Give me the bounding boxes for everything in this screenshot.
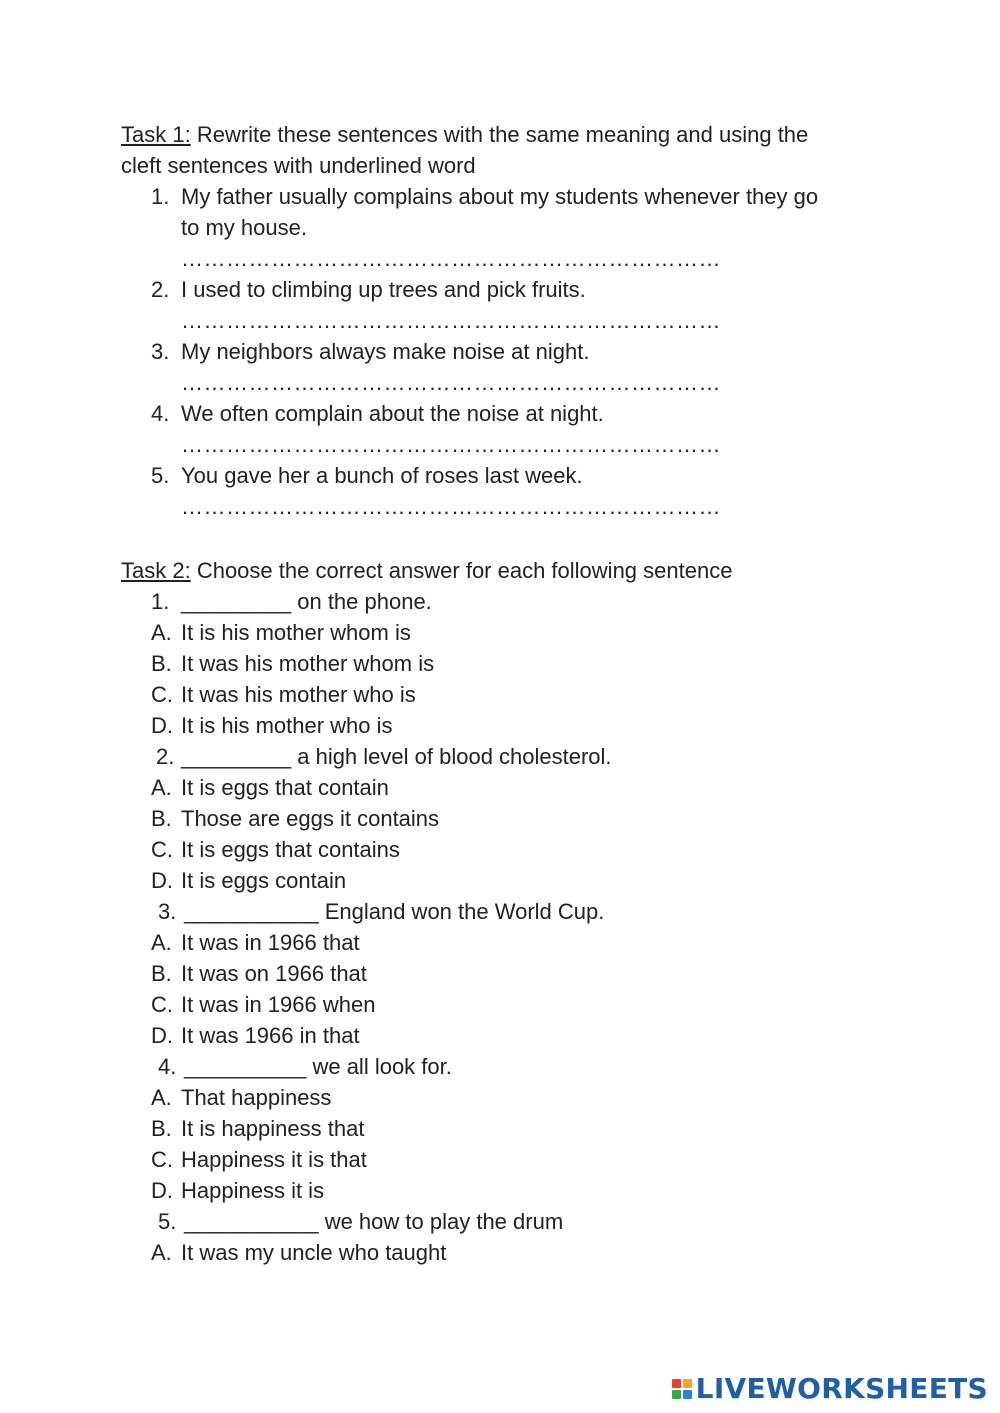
logo-square [672, 1390, 681, 1399]
answer-blank[interactable]: ……………………………………………………………… [181, 308, 721, 333]
option-letter: D. [151, 1023, 173, 1048]
task1-instruction [121, 119, 808, 150]
option-letter: C. [151, 682, 173, 707]
option-text: It is eggs that contains [181, 837, 400, 862]
question-number: 2. [156, 744, 175, 769]
task2-instruction [121, 555, 732, 586]
question-text: ___________ England won the World Cup. [184, 899, 605, 924]
option-text: It was in 1966 that [181, 930, 360, 955]
liveworksheets-logo [672, 1372, 988, 1405]
task2-label: Task 2: [121, 558, 191, 583]
question-number: 1. [151, 589, 170, 614]
option-text: It is his mother whom is [181, 620, 411, 645]
option-text: It was in 1966 when [181, 992, 376, 1017]
task2-instruction-text: Choose the correct answer for each following sentence [190, 558, 733, 583]
option-letter: B. [151, 651, 172, 676]
item-sentence: You gave her a bunch of roses last week. [181, 463, 583, 488]
item-sentence: I used to climbing up trees and pick fruits. [181, 277, 586, 302]
option-text: It was his mother whom is [181, 651, 435, 676]
option-letter: D. [151, 1178, 173, 1203]
question-number: 5. [158, 1209, 177, 1234]
option-text: It was my uncle who taught [181, 1240, 447, 1265]
option-text: Happiness it is that [181, 1147, 367, 1172]
option-letter: B. [151, 1116, 172, 1141]
question-number: 3. [158, 899, 177, 924]
option-text: Happiness it is [181, 1178, 325, 1203]
option-text: It is eggs contain [181, 868, 347, 893]
question-number: 4. [158, 1054, 177, 1079]
task1-item-1-line2: to my house. [181, 215, 307, 240]
item-number: 2. [151, 277, 170, 302]
option-text: It was his mother who is [181, 682, 416, 707]
option-letter: B. [151, 961, 172, 986]
option-text: Those are eggs it contains [181, 806, 440, 831]
item-sentence: My neighbors always make noise at night. [181, 339, 590, 364]
item-sentence: My father usually complains about my students whenever they go [181, 184, 819, 209]
item-number: 5. [151, 463, 170, 488]
option-letter: C. [151, 1147, 173, 1172]
question-text: _________ a high level of blood cholesterol. [181, 744, 612, 769]
logo-square [683, 1390, 692, 1399]
task1-label: Task 1: [121, 122, 191, 147]
option-letter: C. [151, 992, 173, 1017]
item-number: 1. [151, 184, 170, 209]
option-letter: A. [151, 1240, 172, 1265]
item-sentence: We often complain about the noise at night. [181, 401, 604, 426]
question-text: ___________ we how to play the drum [184, 1209, 564, 1234]
answer-blank[interactable]: ……………………………………………………………… [181, 432, 721, 457]
option-letter: A. [151, 620, 172, 645]
answer-blank[interactable]: ……………………………………………………………… [181, 246, 721, 271]
answer-blank[interactable]: ……………………………………………………………… [181, 370, 721, 395]
logo-square [672, 1379, 681, 1388]
item-number: 3. [151, 339, 170, 364]
question-text: _________ on the phone. [181, 589, 432, 614]
option-letter: D. [151, 713, 173, 738]
logo-text: LIVEWORKSHEETS [695, 1372, 988, 1405]
option-text: It is eggs that contain [181, 775, 389, 800]
option-text: It is happiness that [181, 1116, 365, 1141]
option-letter: B. [151, 806, 172, 831]
answer-blank[interactable]: ……………………………………………………………… [181, 494, 721, 519]
option-text: It was 1966 in that [181, 1023, 360, 1048]
item-number: 4. [151, 401, 170, 426]
task1-instruction-line2: cleft sentences with underlined word [121, 153, 476, 178]
logo-mark-icon [672, 1379, 692, 1399]
option-letter: A. [151, 1085, 172, 1110]
option-text: It is his mother who is [181, 713, 393, 738]
option-letter: D. [151, 868, 173, 893]
option-letter: A. [151, 930, 172, 955]
task1-instruction-text: Rewrite these sentences with the same meaning and using the [190, 122, 809, 147]
logo-square [683, 1379, 692, 1388]
option-text: That happiness [181, 1085, 332, 1110]
option-letter: C. [151, 837, 173, 862]
question-text: __________ we all look for. [184, 1054, 452, 1079]
option-letter: A. [151, 775, 172, 800]
option-text: It was on 1966 that [181, 961, 367, 986]
